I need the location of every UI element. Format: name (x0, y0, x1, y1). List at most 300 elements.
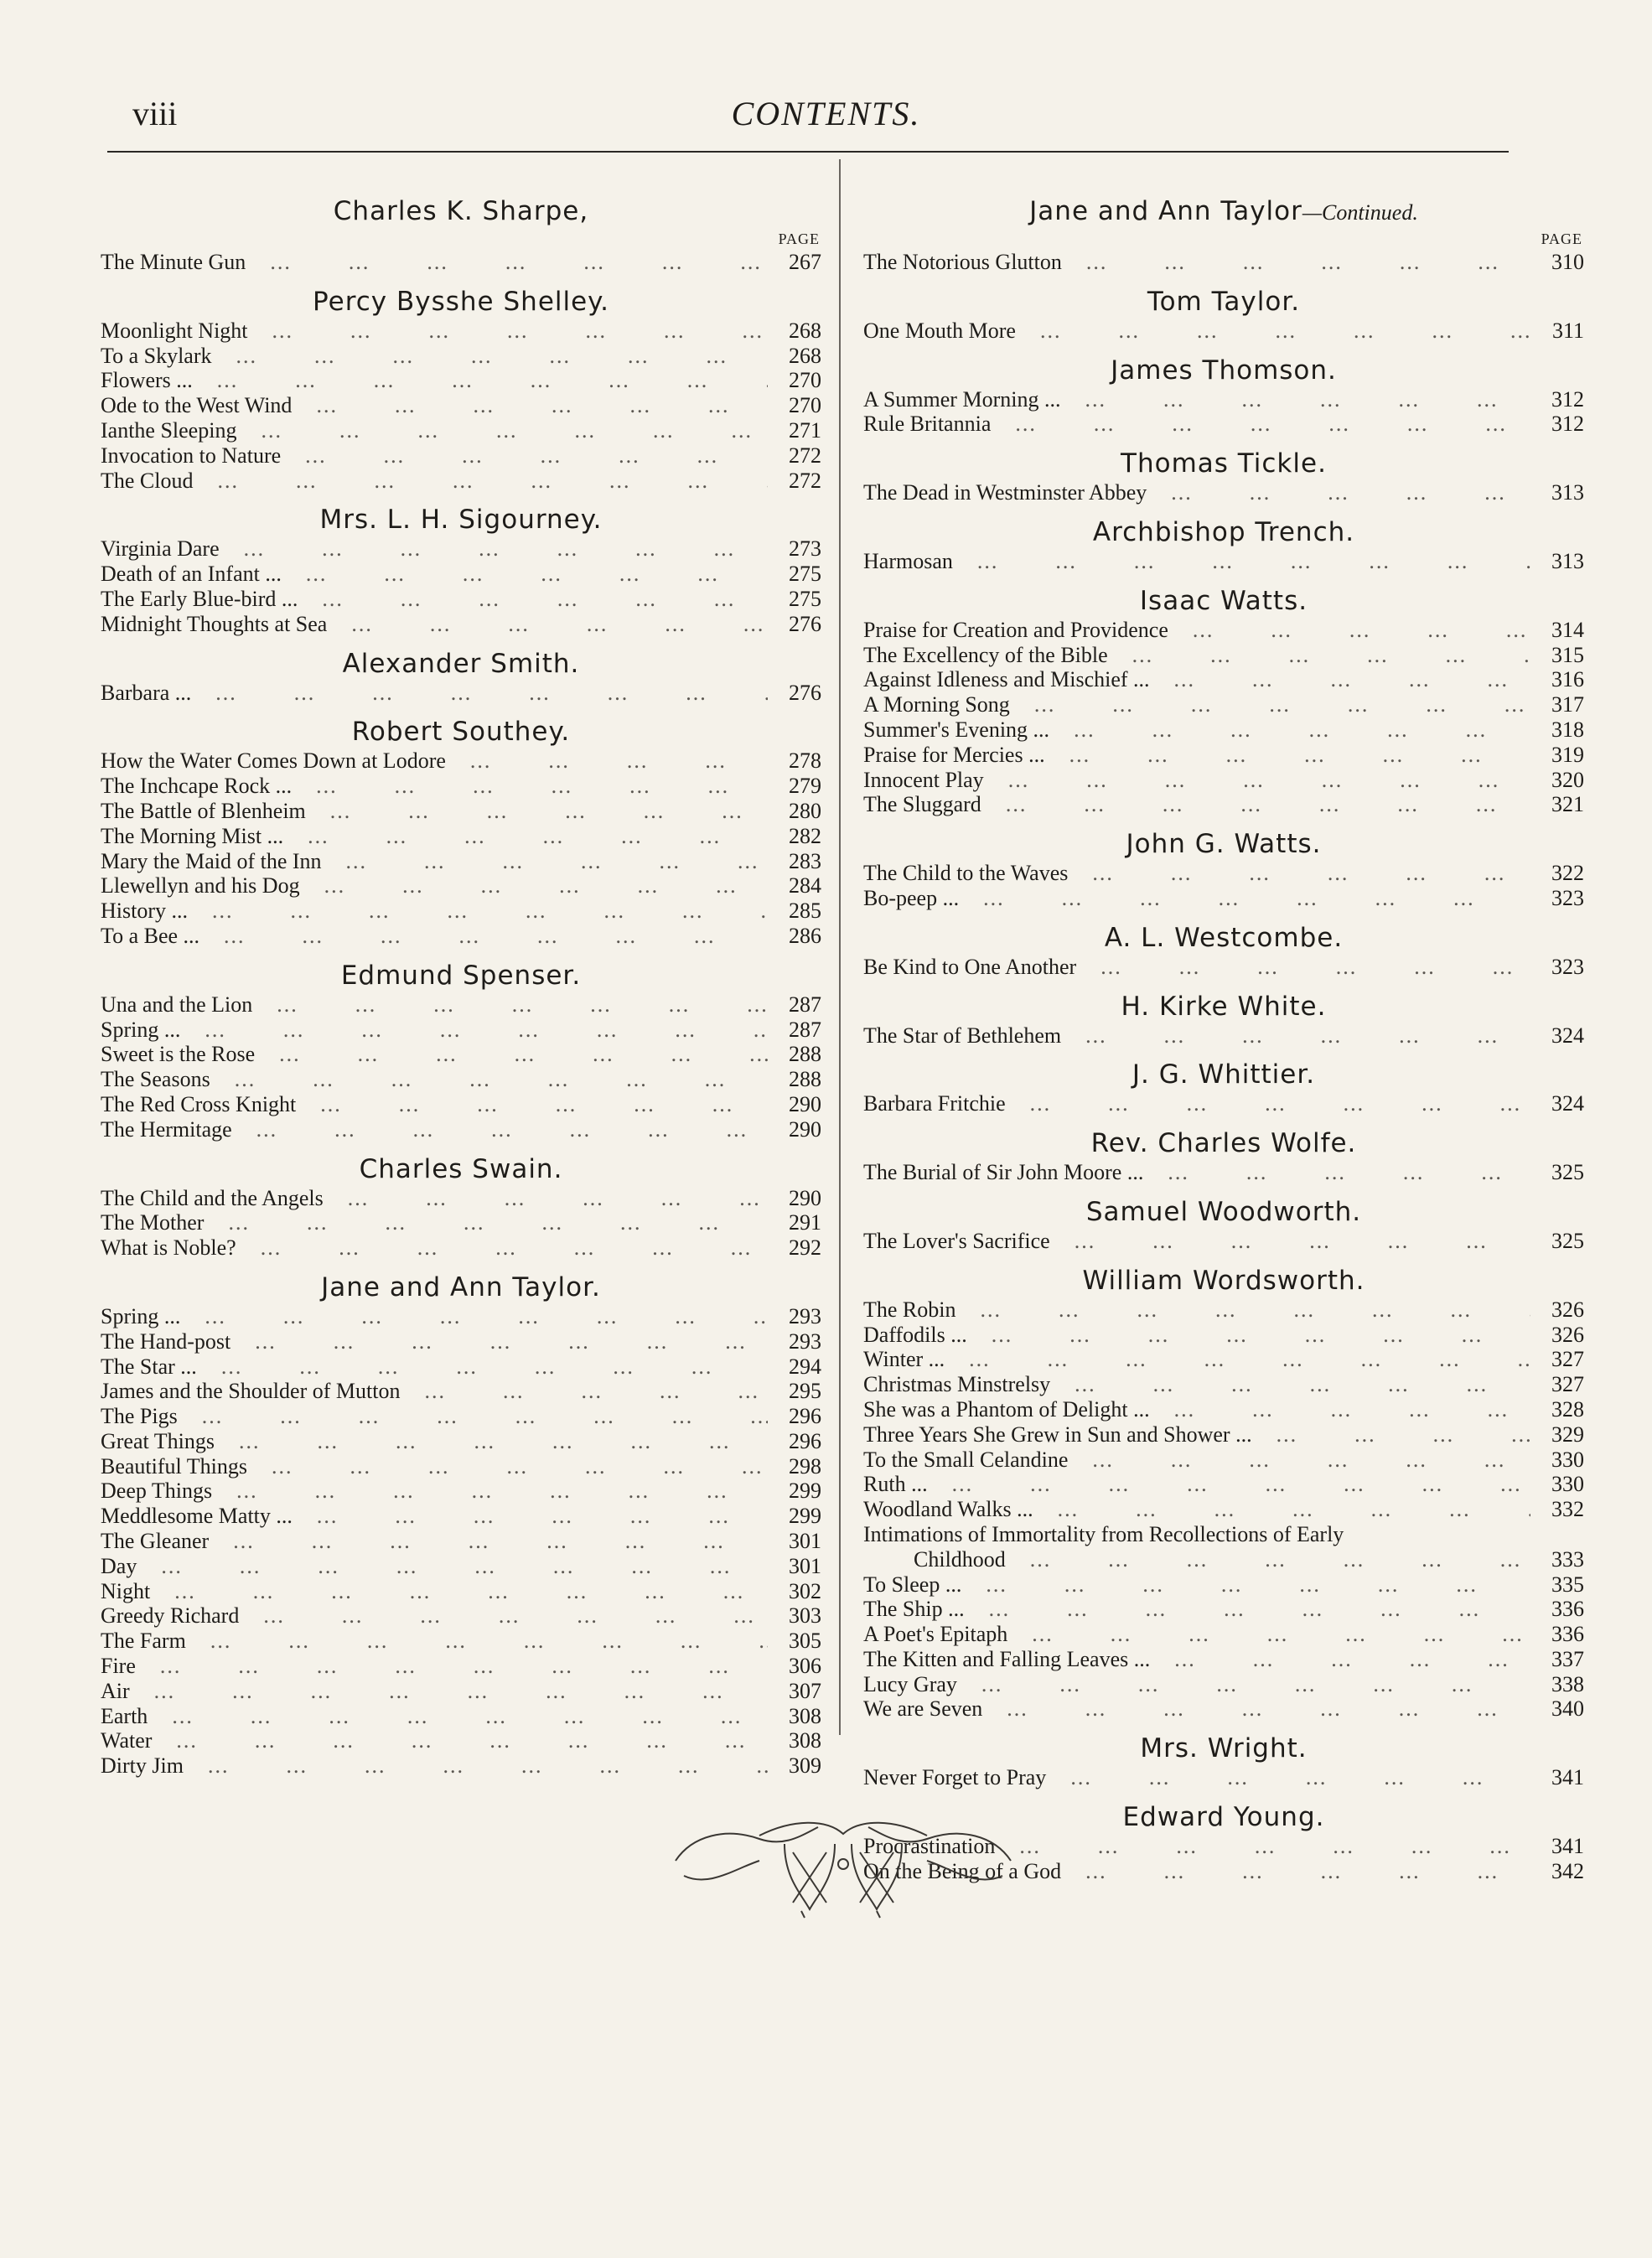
entry-title: The Robin (863, 1297, 956, 1322)
dot-leader (220, 536, 768, 562)
toc-entry[interactable] (101, 873, 821, 899)
author-name: Charles K. Sharpe, (333, 196, 589, 226)
entry-title: Great Things (101, 1428, 215, 1453)
author-name: Jane and Ann Taylor (1029, 196, 1302, 226)
toc-entry[interactable] (863, 1023, 1584, 1049)
dot-leader (1046, 1765, 1530, 1790)
dot-leader (965, 1597, 1530, 1622)
entry-page-number: 325 (1551, 1160, 1584, 1185)
entry-page-number: 276 (789, 611, 821, 636)
entry-title: Woodland Walks ... (863, 1497, 1033, 1522)
entry-page-number: 305 (789, 1629, 821, 1654)
page-column-header: PAGE (1541, 230, 1582, 247)
entry-page-number: 312 (1551, 412, 1584, 437)
entry-page-number: 319 (1551, 742, 1584, 767)
toc-entry[interactable] (101, 1504, 821, 1529)
author-heading-j-g-whittier (863, 1058, 1584, 1091)
toc-entry[interactable] (863, 1323, 1584, 1348)
entry-page-number: 324 (1551, 1091, 1584, 1116)
entry-page-number: 282 (789, 823, 821, 848)
dot-leader (252, 992, 768, 1018)
page-title: CONTENTS. (731, 95, 921, 132)
dot-leader (953, 549, 1530, 574)
toc-entry[interactable] (863, 1497, 1584, 1522)
author-heading-rev-charles-wolfe (863, 1126, 1584, 1160)
dot-leader (1033, 1497, 1530, 1522)
toc-entry[interactable] (101, 824, 821, 849)
entry-page-number: 328 (1551, 1396, 1584, 1422)
author-heading-thomas-tickle (863, 447, 1584, 480)
author-heading-charles-swain (101, 1152, 821, 1186)
author-name: Archbishop Trench. (1092, 516, 1355, 547)
toc-entry[interactable] (863, 1696, 1584, 1722)
dot-leader (239, 1603, 768, 1629)
entry-title: Barbara ... (101, 680, 192, 705)
entry-page-number: 303 (789, 1603, 821, 1629)
toc-entry[interactable] (101, 1654, 821, 1679)
entry-page-number: 290 (789, 1116, 821, 1142)
entry-page-number: 306 (789, 1654, 821, 1679)
entry-title: To a Skylark (101, 343, 212, 368)
author-name: Isaac Watts. (1139, 585, 1308, 616)
entry-title: The Sluggard (863, 792, 981, 817)
entry-page-number: 283 (789, 848, 821, 873)
entry-title: The Minute Gun (101, 250, 246, 274)
author-name: Edward Young. (1122, 1802, 1325, 1833)
dot-leader (959, 886, 1530, 911)
toc-entry[interactable] (101, 1629, 821, 1654)
entry-title: Virginia Dare (101, 536, 220, 562)
toc-entry[interactable] (863, 1597, 1584, 1622)
toc-entry[interactable] (101, 1429, 821, 1454)
entry-page-number: 315 (1551, 642, 1584, 667)
entry-title: Barbara Fritchie (863, 1091, 1006, 1116)
dot-leader (292, 393, 768, 418)
author-name: Thomas Tickle. (1121, 448, 1327, 479)
entry-page-number: 321 (1551, 792, 1584, 817)
toc-entry[interactable] (863, 549, 1584, 574)
toc-entry[interactable] (863, 1572, 1584, 1598)
page-column-header: PAGE (778, 230, 820, 247)
toc-entry[interactable] (101, 1354, 821, 1380)
entry-title: The Lover's Sacrifice (863, 1228, 1050, 1253)
dot-leader (300, 873, 768, 899)
entry-title: Deep Things (101, 1479, 213, 1504)
entry-title: Beautiful Things (101, 1453, 248, 1479)
entry-title: How the Water Comes Down at Lodore (101, 748, 446, 774)
entry-page-number: 341 (1551, 1765, 1584, 1790)
entry-page-number: 335 (1551, 1572, 1584, 1597)
toc-entry[interactable] (863, 1647, 1584, 1672)
toc-entry[interactable] (101, 1603, 821, 1629)
entry-title: Ruth ... (863, 1472, 928, 1497)
toc-entry[interactable] (863, 1448, 1584, 1473)
entry-title: The Star ... (101, 1354, 197, 1379)
entry-page-number: 310 (1551, 250, 1584, 274)
entry-title: Ode to the West Wind (101, 393, 293, 418)
dot-leader (1143, 1160, 1530, 1185)
entry-page-number: 291 (789, 1210, 821, 1235)
toc-entry[interactable] (863, 1547, 1584, 1572)
toc-entry[interactable] (101, 1210, 821, 1235)
toc-entry[interactable] (101, 681, 821, 706)
toc-entry[interactable] (101, 1579, 821, 1604)
toc-entry[interactable] (863, 768, 1584, 793)
entry-page-number: 308 (789, 1703, 821, 1728)
toc-entry[interactable] (863, 480, 1584, 505)
toc-entry[interactable] (101, 469, 821, 494)
author-heading-percy-bysshe-shelley (101, 285, 821, 319)
author-name: Rev. Charles Wolfe. (1090, 1128, 1357, 1159)
toc-entry[interactable] (101, 319, 821, 344)
toc-entry[interactable] (101, 612, 821, 637)
dot-leader (324, 1186, 768, 1211)
toc-entry[interactable] (101, 344, 821, 369)
author-name: Charles Swain. (359, 1153, 563, 1184)
continued-label: —Continued. (1302, 200, 1418, 225)
entry-page-number: 272 (789, 468, 821, 493)
toc-entry[interactable] (101, 1404, 821, 1429)
entry-title: Winter ... (863, 1347, 945, 1372)
entry-title: The Burial of Sir John Moore ... (863, 1160, 1144, 1185)
entry-page-number: 309 (789, 1753, 821, 1779)
toc-entry[interactable] (101, 1728, 821, 1753)
left-column (101, 194, 821, 1779)
dot-leader (148, 1704, 768, 1729)
dot-leader (209, 1529, 768, 1554)
author-heading-edmund-spenser (101, 959, 821, 992)
dot-leader (1006, 1091, 1530, 1116)
toc-entry[interactable] (101, 1479, 821, 1504)
entry-title: Childhood (914, 1546, 1006, 1572)
toc-entry[interactable] (863, 1372, 1584, 1397)
dot-leader (215, 1429, 768, 1454)
entry-title: A Summer Morning ... (863, 386, 1061, 412)
entry-page-number: 324 (1551, 1023, 1584, 1048)
toc-entry[interactable] (863, 886, 1584, 911)
dot-leader (400, 1379, 768, 1404)
entry-title: The Battle of Blenheim (101, 798, 306, 823)
toc-entry[interactable] (101, 799, 821, 824)
dot-leader (1050, 1229, 1530, 1254)
dot-leader (1252, 1422, 1530, 1448)
entry-page-number: 318 (1551, 717, 1584, 742)
toc-entry[interactable] (101, 368, 821, 393)
entry-page-number: 268 (789, 318, 821, 343)
entry-page-number: 323 (1551, 954, 1584, 979)
toc-entry[interactable] (863, 250, 1584, 275)
toc-entry[interactable] (101, 562, 821, 587)
dot-leader (1061, 1023, 1530, 1049)
entry-title: The Pigs (101, 1404, 178, 1429)
toc-entry[interactable] (863, 643, 1584, 668)
entry-title: The Kitten and Falling Leaves ... (863, 1646, 1151, 1671)
entry-page-number: 312 (1551, 386, 1584, 412)
entry-page-number: 320 (1551, 767, 1584, 792)
toc-entry[interactable] (101, 1704, 821, 1729)
entry-title: To the Small Celandine (863, 1447, 1069, 1472)
dot-leader (246, 250, 768, 275)
entry-title: The Hermitage (101, 1116, 232, 1142)
toc-entry[interactable] (101, 1379, 821, 1404)
author-name: Tom Taylor. (1147, 286, 1301, 317)
toc-entry[interactable] (863, 1347, 1584, 1372)
entry-page-number: 342 (1551, 1858, 1584, 1883)
dot-leader (204, 1210, 768, 1235)
entry-page-number: 325 (1551, 1228, 1584, 1253)
toc-entry[interactable] (863, 1622, 1584, 1647)
dot-leader (293, 1504, 768, 1529)
toc-entry[interactable] (863, 1522, 1584, 1547)
entry-page-number: 270 (789, 393, 821, 418)
entry-page-number: 295 (789, 1379, 821, 1404)
dot-leader (1150, 1397, 1530, 1422)
dot-leader (150, 1579, 768, 1604)
toc-entry[interactable] (101, 1042, 821, 1067)
ornament-icon (659, 1810, 1028, 1919)
toc-entry[interactable] (863, 412, 1584, 437)
toc-entry[interactable] (101, 1679, 821, 1704)
dot-leader (982, 1696, 1530, 1722)
toc-entry[interactable] (101, 1067, 821, 1092)
toc-entry[interactable] (101, 748, 821, 774)
entry-page-number: 288 (789, 1067, 821, 1092)
dot-leader (1045, 743, 1530, 768)
entry-title: History ... (101, 899, 188, 924)
entry-title: Greedy Richard (101, 1603, 240, 1629)
toc-entry[interactable] (863, 717, 1584, 743)
entry-page-number: 287 (789, 992, 821, 1017)
toc-entry[interactable] (101, 1529, 821, 1554)
dot-leader (296, 1092, 768, 1117)
author-heading-alexander-smith (101, 647, 821, 681)
entry-title: The Star of Bethlehem (863, 1023, 1062, 1048)
toc-entry[interactable] (863, 387, 1584, 412)
dot-leader (1061, 1859, 1530, 1884)
dot-leader (137, 1554, 768, 1579)
toc-entry[interactable] (101, 443, 821, 469)
dot-leader (248, 319, 768, 344)
dot-leader (1007, 1622, 1530, 1647)
toc-entry[interactable] (101, 587, 821, 612)
entry-title: Summer's Evening ... (863, 717, 1050, 742)
entry-title: Bo-peep ... (863, 885, 960, 910)
dot-leader (1076, 955, 1530, 980)
dot-leader (184, 1753, 768, 1779)
author-heading-jane-and-ann-taylor (863, 194, 1584, 228)
entry-page-number: 290 (789, 1185, 821, 1210)
entry-title: To Sleep ... (863, 1572, 962, 1597)
toc-entry[interactable] (101, 536, 821, 562)
toc-entry[interactable] (863, 1472, 1584, 1497)
entry-title: The Child to the Waves (863, 861, 1069, 886)
entry-page-number: 326 (1551, 1297, 1584, 1322)
dot-leader (194, 469, 769, 494)
entry-page-number: 317 (1551, 692, 1584, 717)
dot-leader (1010, 692, 1530, 717)
toc-entry[interactable] (101, 1554, 821, 1579)
toc-entry[interactable] (101, 1117, 821, 1142)
entry-page-number: 329 (1551, 1422, 1584, 1447)
toc-entry[interactable] (101, 1186, 821, 1211)
entry-title: Harmosan (863, 548, 953, 573)
toc-entry[interactable] (101, 1329, 821, 1354)
entry-title: Mary the Maid of the Inn (101, 848, 322, 873)
toc-entry[interactable] (101, 849, 821, 874)
toc-entry[interactable] (101, 1753, 821, 1779)
toc-entry[interactable] (863, 743, 1584, 768)
toc-entry[interactable] (101, 1235, 821, 1261)
toc-entry[interactable] (863, 861, 1584, 886)
entry-page-number: 294 (789, 1354, 821, 1379)
entry-page-number: 330 (1551, 1472, 1584, 1497)
entry-title: The Early Blue-bird ... (101, 586, 298, 611)
entry-title: Praise for Creation and Providence (863, 617, 1168, 642)
dot-leader (230, 1329, 768, 1354)
toc-entry[interactable] (101, 418, 821, 443)
entry-title: The Mother (101, 1210, 205, 1235)
entry-page-number: 285 (789, 899, 821, 924)
dot-leader (928, 1472, 1530, 1497)
author-name: Mrs. Wright. (1140, 1733, 1308, 1764)
dot-leader (186, 1629, 768, 1654)
entry-title: Against Idleness and Mischief ... (863, 667, 1150, 692)
toc-entry[interactable] (101, 992, 821, 1018)
toc-entry[interactable] (101, 899, 821, 924)
entry-title: Ianthe Sleeping (101, 417, 237, 443)
entry-page-number: 330 (1551, 1447, 1584, 1472)
dot-leader (1049, 717, 1530, 743)
entry-page-number: 284 (789, 873, 821, 899)
toc-entry[interactable] (863, 1160, 1584, 1185)
entry-title: The Ship ... (863, 1597, 965, 1622)
dot-leader (1168, 618, 1530, 643)
dot-leader (1147, 480, 1530, 505)
entry-title: Water (101, 1728, 153, 1753)
column-divider (839, 159, 841, 1735)
entry-page-number: 296 (789, 1428, 821, 1453)
entry-page-number: 307 (789, 1678, 821, 1703)
toc-entry[interactable] (101, 774, 821, 799)
entry-title: Be Kind to One Another (863, 954, 1077, 979)
author-name: J. G. Whittier. (1132, 1059, 1316, 1090)
entry-page-number: 288 (789, 1042, 821, 1067)
author-name: H. Kirke White. (1121, 991, 1327, 1022)
author-name: James Thomson. (1111, 355, 1337, 386)
entry-page-number: 323 (1551, 885, 1584, 910)
entry-title: The Child and the Angels (101, 1185, 324, 1210)
toc-entry[interactable] (101, 393, 821, 418)
author-heading-isaac-watts (863, 584, 1584, 618)
entry-page-number: 293 (789, 1303, 821, 1328)
entry-page-number: 270 (789, 368, 821, 393)
author-heading-archbishop-trench (863, 515, 1584, 549)
entry-title: Procrastination (863, 1834, 996, 1859)
toc-entry[interactable] (863, 1765, 1584, 1790)
toc-entry[interactable] (863, 1091, 1584, 1116)
author-heading-john-g-watts (863, 827, 1584, 861)
dot-leader (981, 792, 1530, 817)
toc-entry[interactable] (863, 1422, 1584, 1448)
dot-leader (945, 1347, 1530, 1372)
entry-page-number: 301 (789, 1529, 821, 1554)
author-heading-mrs-l-h-sigourney (101, 503, 821, 536)
entry-title: Never Forget to Pray (863, 1765, 1047, 1790)
dot-leader (446, 748, 768, 774)
dot-leader (199, 924, 768, 949)
entry-title: Night (101, 1578, 151, 1603)
entry-title: On the Being of a God (863, 1858, 1062, 1883)
dot-leader (180, 1018, 768, 1043)
toc-entry[interactable] (101, 250, 821, 275)
entry-page-number: 299 (789, 1504, 821, 1529)
running-header (0, 94, 1652, 144)
entry-page-number: 338 (1551, 1671, 1584, 1696)
dot-leader (178, 1404, 768, 1429)
dot-leader (212, 1479, 768, 1504)
author-heading-robert-southey (101, 715, 821, 748)
toc-entry[interactable] (863, 1229, 1584, 1254)
entry-page-number: 278 (789, 748, 821, 774)
entry-title: Fire (101, 1654, 136, 1679)
dot-leader (232, 1117, 768, 1142)
dot-leader (1068, 861, 1530, 886)
entry-page-number: 313 (1551, 480, 1584, 505)
entry-page-number: 326 (1551, 1322, 1584, 1347)
entry-title: The Dead in Westminster Abbey (863, 480, 1147, 505)
dot-leader (991, 412, 1530, 437)
entry-title: James and the Shoulder of Mutton (101, 1379, 401, 1404)
entry-title: Sweet is the Rose (101, 1042, 256, 1067)
toc-entry[interactable] (863, 792, 1584, 817)
entry-title: Intimations of Immortality from Recollections of Early (863, 1521, 1344, 1546)
entry-title: The Seasons (101, 1067, 210, 1092)
dot-leader (1016, 319, 1530, 344)
entry-title: Invocation to Nature (101, 443, 282, 468)
toc-entry[interactable] (863, 1672, 1584, 1697)
dot-leader (1060, 387, 1530, 412)
toc-entry[interactable] (863, 955, 1584, 980)
dot-leader (1108, 643, 1530, 668)
toc-entry[interactable] (863, 692, 1584, 717)
toc-entry[interactable] (101, 924, 821, 949)
entry-title: A Poet's Epitaph (863, 1622, 1008, 1647)
entry-page-number: 290 (789, 1091, 821, 1116)
toc-entry[interactable] (101, 1092, 821, 1117)
entry-title: Moonlight Night (101, 318, 248, 343)
toc-entry[interactable] (101, 1018, 821, 1043)
entry-title: Christmas Minstrelsy (863, 1372, 1051, 1397)
toc-entry[interactable] (863, 1297, 1584, 1323)
toc-entry[interactable] (101, 1454, 821, 1479)
toc-entry[interactable] (863, 667, 1584, 692)
toc-entry[interactable] (863, 1397, 1584, 1422)
entry-page-number: 279 (789, 774, 821, 799)
entry-title: The Inchcape Rock ... (101, 774, 293, 799)
entry-page-number: 337 (1551, 1646, 1584, 1671)
author-name: Samuel Woodworth. (1085, 1196, 1362, 1227)
entry-page-number: 333 (1551, 1546, 1584, 1572)
entry-title: Spring ... (101, 1303, 181, 1328)
toc-entry[interactable] (101, 1304, 821, 1329)
toc-entry[interactable] (863, 618, 1584, 643)
entry-title: Air (101, 1678, 130, 1703)
toc-entry[interactable] (863, 319, 1584, 344)
entry-page-number: 286 (789, 923, 821, 948)
dot-leader (327, 612, 768, 637)
entry-page-number: 275 (789, 562, 821, 587)
entry-title: The Hand-post (101, 1328, 231, 1354)
